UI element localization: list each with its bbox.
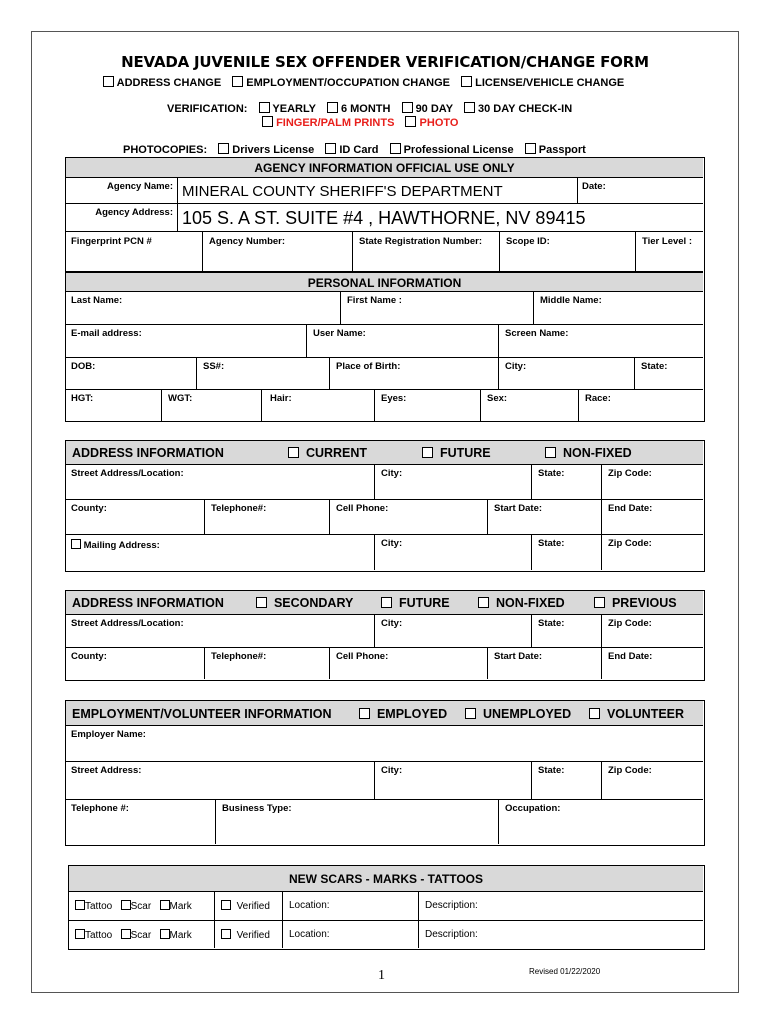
previous-label: PREVIOUS [611,596,677,610]
verified-label-2: Verified [236,930,270,941]
verified-checkbox-1[interactable] [221,900,231,910]
end-date-label: End Date: [608,503,653,514]
state-field[interactable] [635,358,703,390]
thirty-day-label: 30 DAY CHECK-IN [478,103,573,115]
county-label: County: [71,503,107,514]
professional-license-label: Professional License [403,144,514,156]
verified-option-1 [221,900,270,912]
photo-label: PHOTO [419,117,459,129]
employment-zip-field[interactable] [602,762,703,800]
street-address-label: Street Address/Location: [71,468,184,479]
agency-address-value: 105 S. A ST. SUITE #4 , HAWTHORNE, NV 89415 [182,208,586,228]
wgt-field[interactable] [162,390,262,421]
eyes-field[interactable] [375,390,481,421]
agency-name-field[interactable] [178,178,578,204]
hair-label: Hair: [270,393,292,404]
description-field-1[interactable] [419,892,703,921]
non-fixed-label: NON-FIXED [562,446,632,460]
license-change-label: LICENSE/VEHICLE CHANGE [475,77,625,89]
professional-license-checkbox[interactable] [390,143,401,154]
unemployed-option [465,707,571,721]
race-label: Race: [585,393,611,404]
employment-zip-label: Zip Code: [608,765,652,776]
secondary-label: SECONDARY [273,596,354,610]
scar-type-cell-1 [69,892,215,921]
agency-name-value: MINERAL COUNTY SHERIFF'S DEPARTMENT [182,183,503,200]
email-label: E-mail address: [71,328,142,339]
change-type-row [103,76,624,89]
location-label-2: Location: [289,929,330,940]
hgt-field[interactable] [66,390,162,421]
address-secondary-table [65,590,705,681]
telephone2-label: Telephone#: [211,651,267,662]
start-date-label: Start Date: [494,503,543,514]
verified-checkbox-2[interactable] [221,929,231,939]
sex-label: Sex: [487,393,508,404]
employment-table [65,700,705,846]
employment-street-field[interactable] [66,762,375,800]
agency-address-label-cell [66,204,178,232]
personal-header: PERSONAL INFORMATION [66,272,703,292]
hgt-label: HGT: [71,393,94,404]
agency-number-label: Agency Number: [209,236,286,247]
agency-header: AGENCY INFORMATION OFFICIAL USE ONLY [66,158,703,178]
form-title: NEVADA JUVENILE SEX OFFENDER VERIFICATION/CHANGE FORM [121,53,649,71]
cell-phone2-field[interactable] [330,648,488,679]
yearly-label: YEARLY [272,103,316,115]
user-name-field[interactable] [307,325,499,358]
six-month-checkbox[interactable] [327,102,338,113]
address-zip-field[interactable] [602,465,703,500]
tier-level-field[interactable] [636,232,703,272]
description-label-1: Description: [425,900,478,911]
user-name-label: User Name: [313,328,366,339]
current-label: CURRENT [305,446,368,460]
county2-label: County: [71,651,107,662]
non-fixed2-label: NON-FIXED [495,596,565,610]
cell-phone2-label: Cell Phone: [336,651,389,662]
future-label: FUTURE [439,446,491,460]
current-option [288,446,367,460]
employed-checkbox[interactable] [359,708,370,719]
scar-type-cell-2 [69,921,215,948]
dob-field[interactable] [66,358,197,390]
mark-label-2: Mark [169,930,192,941]
address2-state-field[interactable] [532,615,602,648]
current-checkbox[interactable] [288,447,299,458]
employment-change-checkbox[interactable] [232,76,243,87]
passport-checkbox[interactable] [525,143,536,154]
employment-change-label: EMPLOYMENT/OCCUPATION CHANGE [246,77,451,89]
sex-field[interactable] [481,390,579,421]
address-current-header [66,441,703,465]
employer-name-field[interactable] [66,726,703,762]
street-address2-field[interactable] [66,615,375,648]
middle-name-label: Middle Name: [540,295,602,306]
telephone-field[interactable] [205,500,330,535]
scar-checkbox-1[interactable] [121,900,131,910]
scars-table [68,865,705,950]
yearly-checkbox[interactable] [259,102,270,113]
location-field-1[interactable] [283,892,419,921]
start-date2-field[interactable] [488,648,602,679]
mark-checkbox-2[interactable] [160,929,170,939]
scope-id-label: Scope ID: [506,236,550,247]
volunteer-option [589,707,684,721]
agency-address-field[interactable] [178,204,703,232]
mailing-address-checkbox[interactable] [71,539,81,549]
city-label: City: [505,361,527,372]
dob-label: DOB: [71,361,96,372]
employment-street-label: Street Address: [71,765,142,776]
previous-option [594,596,677,610]
drivers-license-label: Drivers License [232,144,315,156]
address2-state-label: State: [538,618,565,629]
id-card-checkbox[interactable] [325,143,336,154]
hair-field[interactable] [262,390,375,421]
scar-type-options-2 [75,929,192,941]
wgt-label: WGT: [168,393,193,404]
location-field-2[interactable] [283,921,419,948]
start-date2-label: Start Date: [494,651,543,662]
finger-prints-checkbox[interactable] [262,116,273,127]
address-change-checkbox[interactable] [103,76,114,87]
fingerprint-field[interactable] [66,232,203,272]
tier-level-label: Tier Level : [642,236,692,247]
employer-name-label: Employer Name: [71,729,146,740]
secondary-option [256,596,353,610]
id-card-label: ID Card [339,144,379,156]
tattoo-label-2: Tattoo [85,930,113,941]
unemployed-checkbox[interactable] [465,708,476,719]
business-type-field[interactable] [216,800,499,844]
mailing-city-label: City: [381,538,403,549]
address-state-field[interactable] [532,465,602,500]
mark-checkbox-1[interactable] [160,900,170,910]
street-address-field[interactable] [66,465,375,500]
description-label-2: Description: [425,929,478,940]
non-fixed-option [545,446,632,460]
drivers-license-checkbox[interactable] [218,143,229,154]
passport-label: Passport [538,144,586,156]
last-name-field[interactable] [66,292,341,325]
county2-field[interactable] [66,648,205,679]
unemployed-label: UNEMPLOYED [482,707,572,721]
cell-phone-field[interactable] [330,500,488,535]
race-field[interactable] [579,390,703,421]
future-checkbox[interactable] [422,447,433,458]
future2-option [381,596,450,610]
employed-option [359,707,447,721]
non-fixed-checkbox[interactable] [545,447,556,458]
end-date2-field[interactable] [602,648,703,679]
occupation-label: Occupation: [505,803,561,814]
end-date2-label: End Date: [608,651,653,662]
future2-checkbox[interactable] [381,597,392,608]
address-state-label: State: [538,468,565,479]
employed-label: EMPLOYED [376,707,448,721]
scar-checkbox-2[interactable] [121,929,131,939]
photo-checkbox[interactable] [405,116,416,127]
verification-label: VERIFICATION: [167,103,248,115]
verification-red-row [262,116,458,129]
eyes-label: Eyes: [381,393,407,404]
address-current-table [65,440,705,572]
state-registration-label: State Registration Number: [359,236,482,247]
tattoo-checkbox-2[interactable] [75,929,85,939]
page-number: 1 [378,968,385,983]
employment-header [66,701,703,726]
address2-city-field[interactable] [375,615,532,648]
city-field[interactable] [499,358,635,390]
place-of-birth-label: Place of Birth: [336,361,401,372]
mailing-zip-field[interactable] [602,535,703,570]
address-secondary-header [66,591,703,615]
mark-label-1: Mark [169,901,192,912]
photocopies-label: PHOTOCOPIES: [123,144,208,156]
address-city-field[interactable] [375,465,532,500]
state-registration-field[interactable] [353,232,500,272]
verified-cell-1 [215,892,283,921]
date-field[interactable] [578,178,703,204]
ninety-day-checkbox[interactable] [402,102,413,113]
address2-city-label: City: [381,618,403,629]
previous-checkbox[interactable] [594,597,605,608]
address-current-title: ADDRESS INFORMATION [72,446,224,460]
ss-field[interactable] [197,358,330,390]
agency-name-label-cell [66,178,178,204]
six-month-label: 6 MONTH [340,103,391,115]
ninety-day-label: 90 DAY [415,103,453,115]
telephone2-field[interactable] [205,648,330,679]
end-date-field[interactable] [602,500,703,535]
mailing-address-option [71,539,160,551]
license-change-checkbox[interactable] [461,76,472,87]
employment-state-label: State: [538,765,565,776]
ss-label: SS#: [203,361,225,372]
verified-label-1: Verified [236,901,270,912]
scars-header: NEW SCARS - MARKS - TATTOOS [69,866,703,892]
last-name-label: Last Name: [71,295,123,306]
scar-type-options-1 [75,900,192,912]
scar-label-1: Scar [130,901,152,912]
photocopies-row [123,143,586,156]
agency-personal-table [65,157,705,422]
address-city-label: City: [381,468,403,479]
volunteer-checkbox[interactable] [589,708,600,719]
mailing-state-field[interactable] [532,535,602,570]
employment-title: EMPLOYMENT/VOLUNTEER INFORMATION [72,707,332,721]
address-zip-label: Zip Code: [608,468,652,479]
street-address2-label: Street Address/Location: [71,618,184,629]
tattoo-checkbox-1[interactable] [75,900,85,910]
start-date-field[interactable] [488,500,602,535]
description-field-2[interactable] [419,921,703,948]
scar-label-2: Scar [130,930,152,941]
mailing-state-label: State: [538,538,565,549]
verification-row [167,102,572,115]
volunteer-label: VOLUNTEER [606,707,685,721]
occupation-field[interactable] [499,800,703,844]
middle-name-field[interactable] [534,292,703,325]
agency-number-field[interactable] [203,232,353,272]
address2-zip-field[interactable] [602,615,703,648]
tattoo-label-1: Tattoo [85,901,113,912]
address-change-label: ADDRESS CHANGE [116,77,222,89]
verified-cell-2 [215,921,283,948]
agency-address-label: Agency Address: [95,207,173,218]
first-name-field[interactable] [341,292,534,325]
employment-telephone-field[interactable] [66,800,216,844]
scope-id-field[interactable] [500,232,636,272]
screen-name-field[interactable] [499,325,703,358]
employment-state-field[interactable] [532,762,602,800]
verified-option-2 [221,929,270,941]
state-label: State: [641,361,668,372]
employment-city-field[interactable] [375,762,532,800]
business-type-label: Business Type: [222,803,292,814]
employment-telephone-label: Telephone #: [71,803,129,814]
address-secondary-title: ADDRESS INFORMATION [72,596,224,610]
mailing-address-field[interactable] [66,535,375,570]
mailing-zip-label: Zip Code: [608,538,652,549]
finger-prints-label: FINGER/PALM PRINTS [276,117,395,129]
email-field[interactable] [66,325,307,358]
location-label-1: Location: [289,900,330,911]
non-fixed2-checkbox[interactable] [478,597,489,608]
date-label: Date: [582,181,606,192]
thirty-day-checkbox[interactable] [464,102,475,113]
non-fixed2-option [478,596,565,610]
county-field[interactable] [66,500,205,535]
fingerprint-label: Fingerprint PCN # [71,236,152,247]
revised-date: Revised 01/22/2020 [529,967,601,976]
future2-label: FUTURE [398,596,450,610]
first-name-label: First Name : [347,295,402,306]
cell-phone-label: Cell Phone: [336,503,389,514]
mailing-city-field[interactable] [375,535,532,570]
telephone-label: Telephone#: [211,503,267,514]
place-of-birth-field[interactable] [330,358,499,390]
address2-zip-label: Zip Code: [608,618,652,629]
secondary-checkbox[interactable] [256,597,267,608]
screen-name-label: Screen Name: [505,328,569,339]
employment-city-label: City: [381,765,403,776]
agency-name-label: Agency Name: [107,181,173,192]
mailing-address-label: Mailing Address: [83,540,160,551]
future-option [422,446,491,460]
